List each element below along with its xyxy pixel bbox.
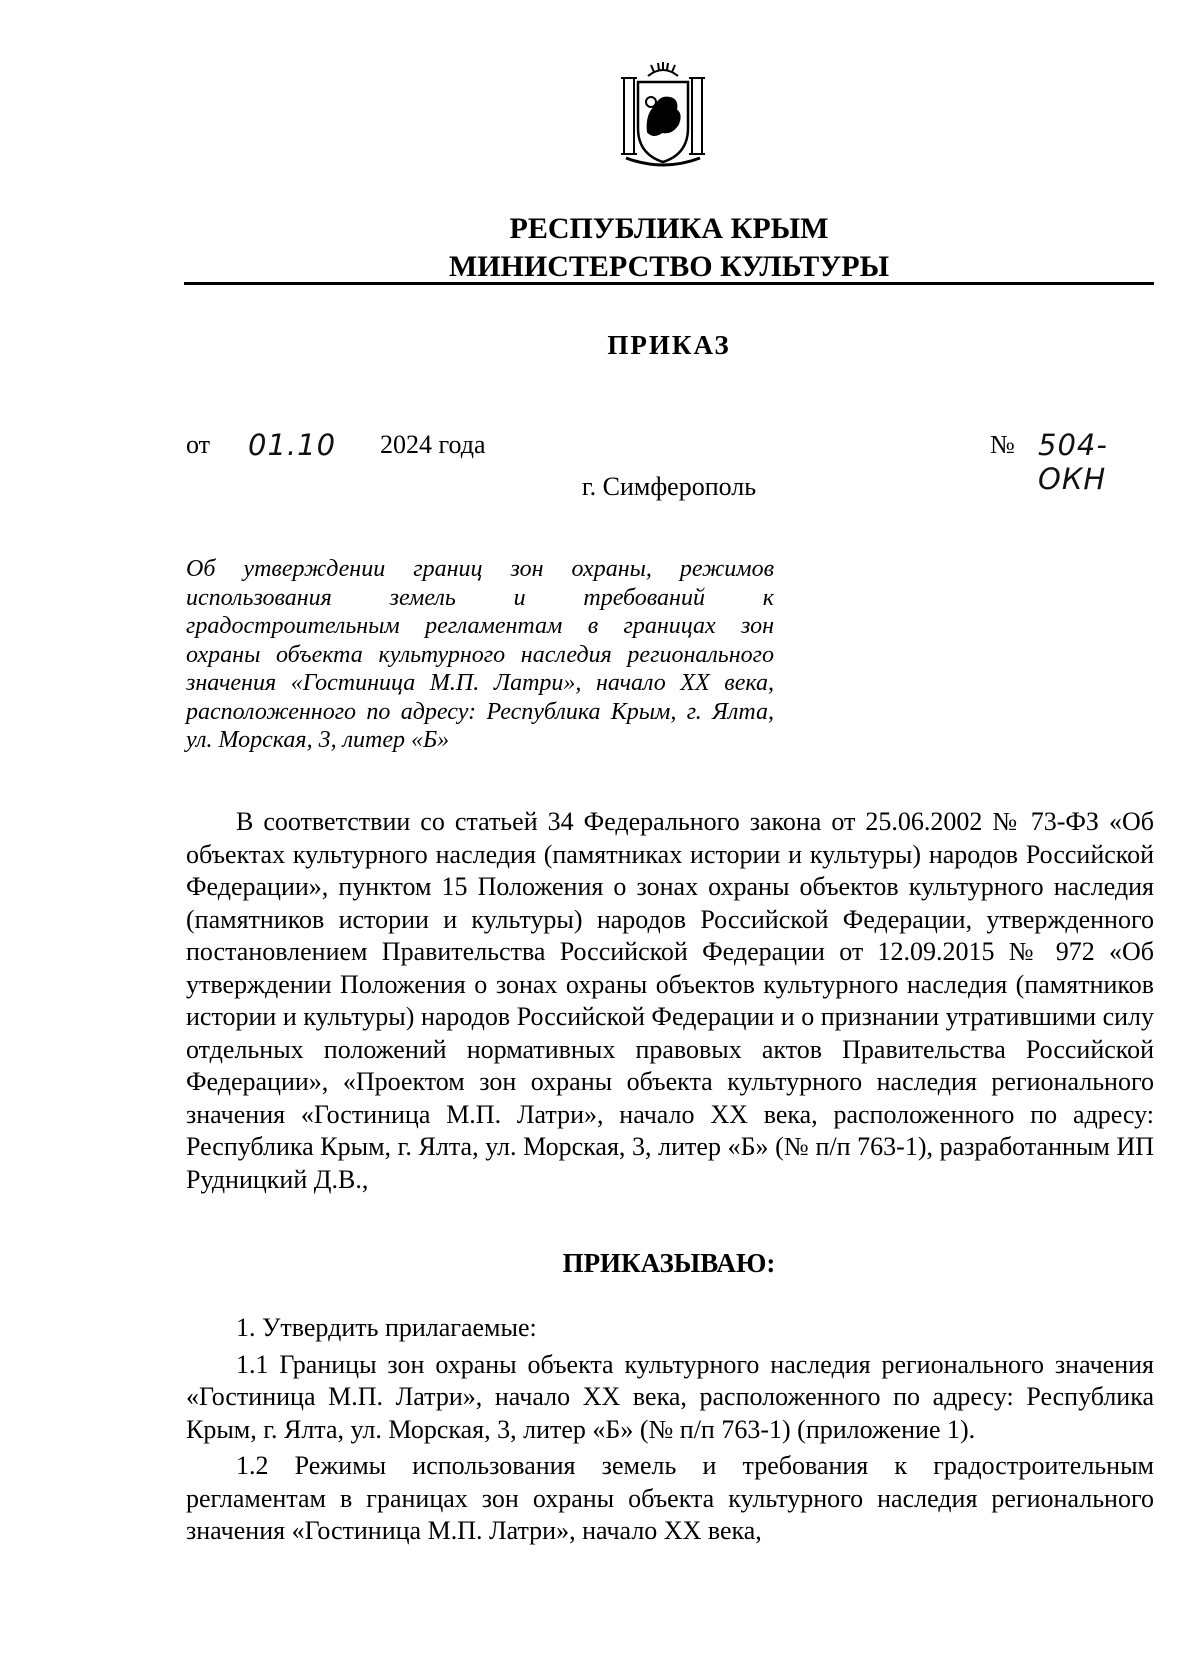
order-year: 2024 года [380,430,486,459]
handwritten-date: 01.10 [248,428,337,462]
order-item: 1.1 Границы зон охраны объекта культурного наследия регионального значения «Гостиница М.П. Латри», начало XX века, расположенного по адресу: Республика Крым, г. Ялта, ул. Морская, 3, литер «Б» (№ п/п 763-1) (приложение 1). [186,1349,1154,1444]
handwritten-order-number: 504-ОКН [1038,428,1108,496]
order-verb: ПРИКАЗЫВАЮ: [562,1248,776,1278]
order-item: 1.2 Режимы использования земель и требования к градостроительным регламентам в границах зон охраны объекта культурного наследия регионального значения «Гостиница М.П. Латри», начало XX века, [186,1451,1154,1545]
order-city: г. Симферополь [581,472,757,501]
order-item: 1. Утвердить прилагаемые: [236,1313,537,1342]
document-header [184,210,1154,286]
preamble-paragraph: В соответствии со статьей 34 Федерального закона от 25.06.2002 № 73-ФЗ «Об объектах культурного наследия (памятниках истории и культуры) народов Российской Федерации», пунктом 15 Положения о зонах охраны объектов культурного наследия (памятников истории и культуры) народов Российской Федерации, утвержденного постановлением Правительства Российской Федерации от 12.09.2015 № 972 «Об утверждении Положения о зонах охраны объектов культурного наследия (памятников истории и культуры) народов Российской Федерации и о признании утратившими силу отдельных положений нормативных правовых актов Правительства Российской Федерации», «Проектом зон охраны объекта культурного наследия регионального значения «Гостиница М.П. Латри», начало XX века, расположенного по адресу: Республика Крым, г. Ялта, ул. Морская, 3, литер «Б» (№ п/п 763-1), разработанным ИП Рудницкий Д.В., [186,807,1154,1194]
header-divider [184,282,1154,285]
header-republic: РЕСПУБЛИКА КРЫМ [509,212,829,245]
header-ministry: МИНИСТЕРСТВО КУЛЬТУРЫ [448,250,890,283]
order-title: ПРИКАЗ [607,330,731,360]
crimea-coat-of-arms-icon [618,62,708,170]
order-number-label: № [990,430,1015,459]
order-preamble [186,806,1154,1196]
order-subject: Об утверждении границ зон охраны, режимов использования земель и требований к градостроительным регламентам в границах зон охраны объекта культурного наследия регионального значения «Гостиница М.П. Латри», начало XX века, расположенного по адресу: Республика Крым, г. Ялта, ул. Морская, 3, литер «Б» [186,556,774,753]
date-from-label: от [186,430,211,459]
order-items [186,1312,1154,1552]
